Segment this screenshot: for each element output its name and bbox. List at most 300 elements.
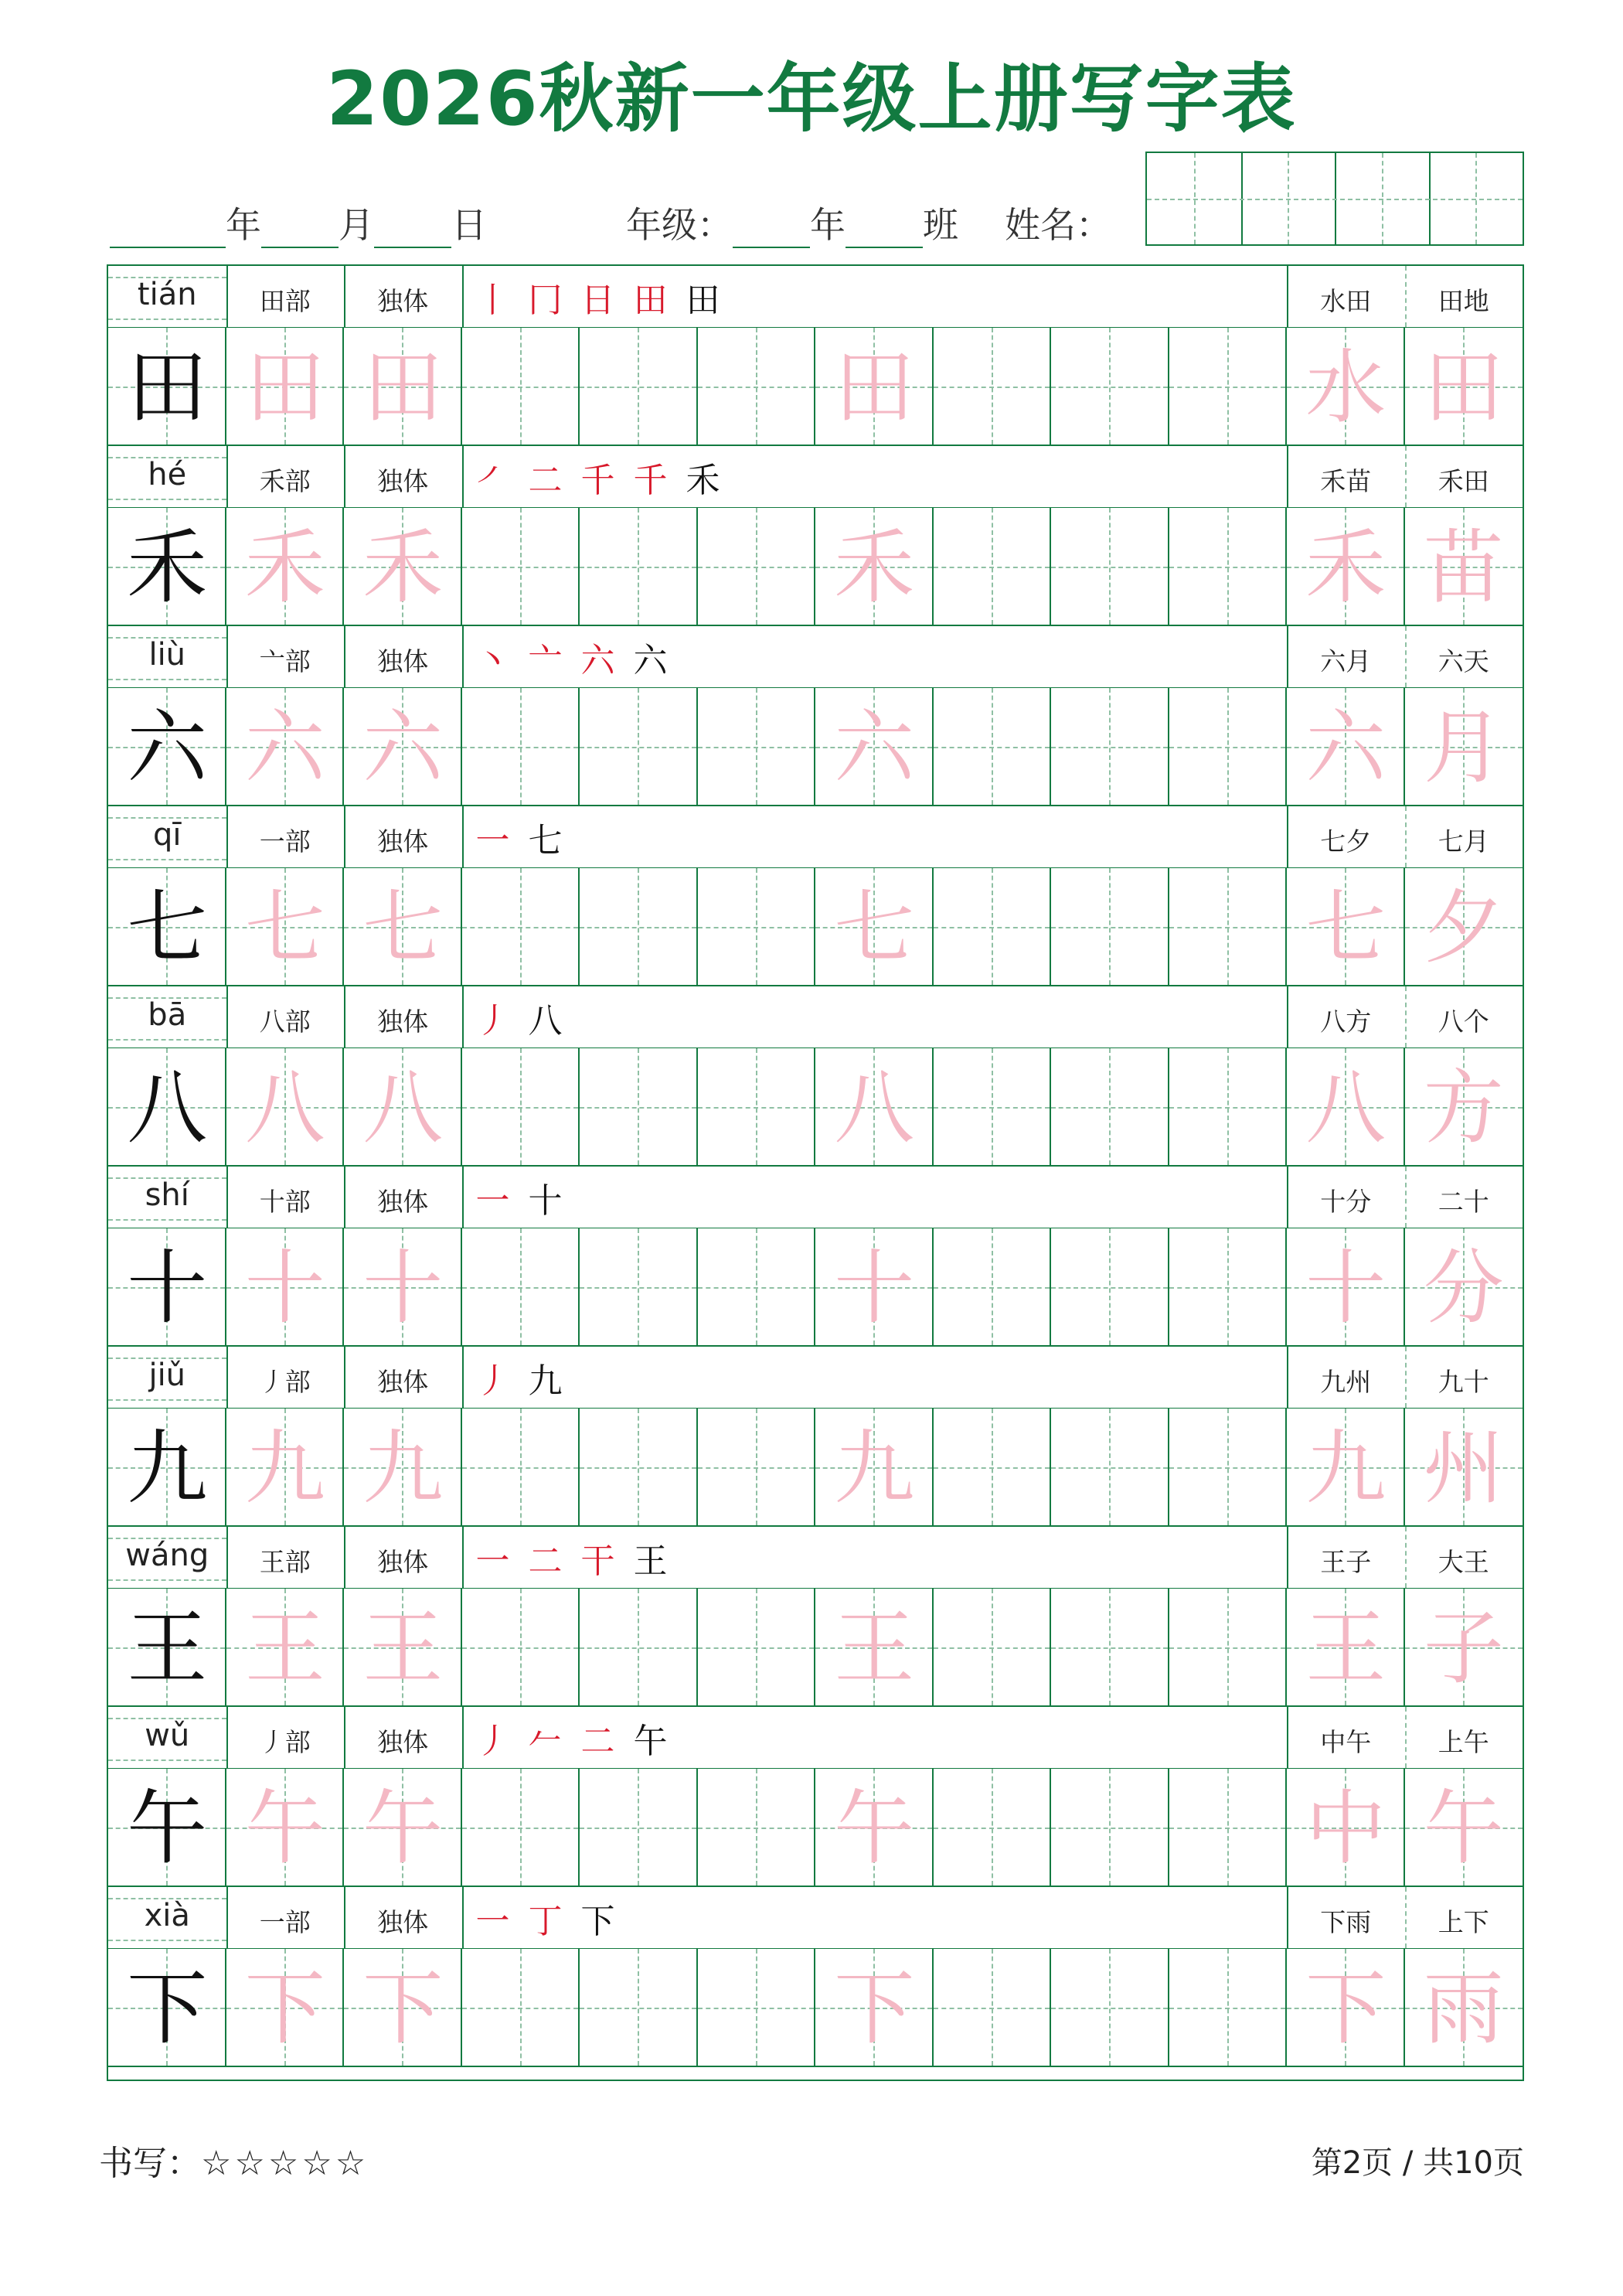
char-info-row <box>108 1887 1523 1949</box>
trace-char: 午 <box>834 1780 915 1875</box>
practice-cell[interactable] <box>462 1409 580 1525</box>
practice-cell[interactable] <box>815 1949 934 2066</box>
practice-cell[interactable] <box>815 1048 934 1165</box>
writing-label: 书写： <box>99 2144 201 2183</box>
grid-guide-v <box>1227 1769 1229 1886</box>
practice-cell[interactable] <box>1405 868 1523 985</box>
model-char-cell <box>108 1949 226 2066</box>
grid-guide-v <box>520 508 522 625</box>
grid-guide-v <box>638 1228 639 1345</box>
practice-cell[interactable] <box>698 1589 816 1705</box>
trace-char: 七 <box>244 880 325 975</box>
practice-cell[interactable] <box>934 328 1052 445</box>
grid-guide-v <box>1227 1949 1229 2066</box>
grade-blank[interactable] <box>733 206 810 248</box>
grid-guide-v <box>992 508 993 625</box>
info-divider <box>462 1167 464 1228</box>
structure-label: 独体 <box>377 826 429 857</box>
practice-cell[interactable] <box>1287 1228 1405 1345</box>
practice-cell[interactable] <box>1169 1228 1288 1345</box>
grid-guide-v <box>520 688 522 805</box>
word-example: 水田 <box>1320 286 1372 316</box>
practice-cell[interactable] <box>698 688 816 805</box>
practice-cell[interactable] <box>698 508 816 625</box>
name-writing-grid[interactable] <box>1145 152 1524 246</box>
day-label: 日 <box>451 204 487 246</box>
trace-char: 月 <box>1423 700 1504 795</box>
practice-cell[interactable] <box>344 688 462 805</box>
practice-cell[interactable] <box>1051 1048 1169 1165</box>
practice-row <box>108 688 1523 806</box>
practice-cell[interactable] <box>1169 1949 1288 2066</box>
practice-cell[interactable] <box>934 688 1052 805</box>
practice-cell[interactable] <box>462 868 580 985</box>
pinyin: shí <box>145 1177 189 1213</box>
trace-char: 午 <box>1423 1780 1504 1875</box>
radical-label: 亠部 <box>259 646 311 676</box>
practice-cell[interactable] <box>1405 688 1523 805</box>
word-example: 七夕 <box>1320 826 1372 857</box>
stroke-order-step: 日 <box>580 281 615 320</box>
char-info-row <box>108 986 1523 1048</box>
model-char-cell <box>108 868 226 985</box>
trace-char: 田 <box>834 339 915 434</box>
practice-cell[interactable] <box>226 1228 345 1345</box>
grid-guide-v <box>1227 868 1229 985</box>
radical-label: 八部 <box>259 1007 311 1037</box>
model-char-cell <box>108 1048 226 1165</box>
radical-label: 一部 <box>259 1907 311 1937</box>
pinyin: qī <box>152 817 182 853</box>
radical-label: 禾部 <box>259 466 311 496</box>
grid-guide-v <box>1109 328 1111 445</box>
trace-char: 十 <box>244 1240 325 1335</box>
practice-cell[interactable] <box>934 1949 1052 2066</box>
stroke-order-step: 丁 <box>528 1902 563 1941</box>
grid-guide-v <box>992 1949 993 2066</box>
practice-cell[interactable] <box>934 868 1052 985</box>
radical-label: 一部 <box>259 826 311 857</box>
word-example: 王子 <box>1320 1547 1372 1577</box>
grid-guide-v <box>520 1048 522 1165</box>
practice-cell[interactable] <box>580 328 698 445</box>
practice-cell[interactable] <box>1287 1949 1405 2066</box>
word-example: 大王 <box>1438 1547 1489 1577</box>
trace-char: 午 <box>362 1780 444 1875</box>
practice-cell[interactable] <box>1051 1949 1169 2066</box>
stroke-order-step: 丿 <box>475 1722 510 1761</box>
structure-label: 独体 <box>377 646 429 676</box>
year-blank[interactable] <box>110 206 226 248</box>
stroke-order-step: 干 <box>580 1541 615 1581</box>
star-rating[interactable]: ☆☆☆☆☆ <box>201 2144 369 2183</box>
practice-cell[interactable] <box>344 868 462 985</box>
trace-char: 八 <box>362 1060 444 1155</box>
stroke-order-step: 丿 <box>475 1001 510 1041</box>
practice-cell[interactable] <box>1051 868 1169 985</box>
grid-guide-v <box>756 508 757 625</box>
practice-row <box>108 1228 1523 1347</box>
grid-guide-v <box>1227 328 1229 445</box>
practice-cell[interactable] <box>226 1769 345 1886</box>
practice-cell[interactable] <box>934 1769 1052 1886</box>
grid-guide-v <box>1109 1048 1111 1165</box>
grid-guide-v <box>1109 508 1111 625</box>
trace-char: 九 <box>244 1420 325 1515</box>
stroke-order-step: 六 <box>580 641 615 680</box>
class-line <box>626 197 1111 244</box>
practice-cell[interactable] <box>344 508 462 625</box>
grid-guide-v <box>1227 1589 1229 1705</box>
word-example: 上下 <box>1438 1907 1489 1937</box>
practice-cell[interactable] <box>1405 328 1523 445</box>
grid-guide-v <box>638 328 639 445</box>
practice-cell[interactable] <box>1405 1048 1523 1165</box>
practice-cell[interactable] <box>698 868 816 985</box>
stroke-order-step: 八 <box>528 1001 563 1041</box>
trace-char: 午 <box>244 1780 325 1875</box>
word-example: 中午 <box>1320 1727 1372 1757</box>
radical-label: 田部 <box>259 286 311 316</box>
pinyin: tián <box>137 277 197 312</box>
grid-guide-v <box>756 1048 757 1165</box>
grid-guide-v <box>756 868 757 985</box>
grid-guide-v <box>1109 1589 1111 1705</box>
practice-cell[interactable] <box>815 1589 934 1705</box>
stroke-order-step: 田 <box>686 281 720 320</box>
trace-char: 方 <box>1423 1060 1504 1155</box>
word-example: 七月 <box>1438 826 1489 857</box>
trace-char: 苗 <box>1423 519 1504 615</box>
practice-row <box>108 1589 1523 1707</box>
practice-cell[interactable] <box>1169 688 1288 805</box>
practice-cell[interactable] <box>698 1409 816 1525</box>
practice-cell[interactable] <box>1287 1048 1405 1165</box>
trace-char: 子 <box>1423 1600 1504 1695</box>
practice-cell[interactable] <box>1169 508 1288 625</box>
practice-cell[interactable] <box>1287 1769 1405 1886</box>
model-char: 七 <box>127 880 208 975</box>
practice-row <box>108 1769 1523 1887</box>
stroke-order-step: 丿 <box>475 1361 510 1401</box>
practice-cell[interactable] <box>344 1589 462 1705</box>
model-char: 十 <box>127 1240 208 1335</box>
word-example: 八个 <box>1438 1007 1489 1037</box>
practice-cell[interactable] <box>344 1769 462 1886</box>
char-info-row <box>108 806 1523 868</box>
grid-guide-v <box>1227 1409 1229 1525</box>
practice-cell[interactable] <box>226 1949 345 2066</box>
stroke-order-step: 午 <box>633 1722 668 1761</box>
grid-guide-v <box>1227 508 1229 625</box>
practice-cell[interactable] <box>1169 1769 1288 1886</box>
trace-char: 下 <box>1305 1960 1387 2056</box>
stroke-order-step: 丨 <box>475 281 510 320</box>
practice-cell[interactable] <box>580 1589 698 1705</box>
practice-cell[interactable] <box>580 508 698 625</box>
practice-cell[interactable] <box>698 1228 816 1345</box>
pinyin: jiǔ <box>148 1358 186 1393</box>
structure-label: 独体 <box>377 466 429 496</box>
grid-guide-v <box>638 1589 639 1705</box>
practice-cell[interactable] <box>934 1048 1052 1165</box>
practice-cell[interactable] <box>462 1949 580 2066</box>
radical-label: 丿部 <box>259 1367 311 1397</box>
practice-cell[interactable] <box>698 1949 816 2066</box>
info-divider <box>462 1347 464 1408</box>
practice-cell[interactable] <box>1169 868 1288 985</box>
grid-guide-v <box>992 1048 993 1165</box>
info-divider <box>462 446 464 507</box>
stroke-order-step: 王 <box>633 1541 668 1581</box>
page-title: 2026秋新一年级上册写字表 <box>326 56 1297 142</box>
stroke-order-step: 下 <box>580 1902 615 1941</box>
trace-char: 六 <box>362 700 444 795</box>
practice-cell[interactable] <box>462 1769 580 1886</box>
practice-cell[interactable] <box>1169 328 1288 445</box>
practice-cell[interactable] <box>580 868 698 985</box>
practice-row <box>108 1409 1523 1527</box>
trace-char: 王 <box>362 1600 444 1695</box>
info-divider <box>462 806 464 867</box>
word-example: 六天 <box>1438 646 1489 676</box>
grid-guide-v <box>638 1048 639 1165</box>
grid-guide-v <box>992 1228 993 1345</box>
class-label: 班 <box>923 204 958 246</box>
trace-char: 水 <box>1305 339 1387 434</box>
grid-guide-v <box>756 1769 757 1886</box>
trace-char: 七 <box>1305 880 1387 975</box>
grid-guide-v <box>638 1949 639 2066</box>
trace-char: 州 <box>1423 1420 1504 1515</box>
practice-cell[interactable] <box>580 688 698 805</box>
pinyin: xià <box>144 1898 190 1933</box>
practice-cell[interactable] <box>815 688 934 805</box>
practice-cell[interactable] <box>1169 1589 1288 1705</box>
stroke-order-step: 二 <box>580 1722 615 1761</box>
trace-char: 八 <box>834 1060 915 1155</box>
day-blank[interactable] <box>374 206 451 248</box>
practice-cell[interactable] <box>815 1228 934 1345</box>
grid-guide-v <box>992 1409 993 1525</box>
radical-label: 丿部 <box>259 1727 311 1757</box>
grid-guide-v <box>1109 868 1111 985</box>
practice-cell[interactable] <box>815 1769 934 1886</box>
practice-cell[interactable] <box>1287 328 1405 445</box>
grid-guide-v <box>520 1409 522 1525</box>
structure-label: 独体 <box>377 1007 429 1037</box>
practice-cell[interactable] <box>462 688 580 805</box>
practice-cell[interactable] <box>1405 1949 1523 2066</box>
practice-cell[interactable] <box>1287 1409 1405 1525</box>
practice-cell[interactable] <box>226 1589 345 1705</box>
practice-cell[interactable] <box>815 328 934 445</box>
trace-char: 中 <box>1305 1780 1387 1875</box>
practice-cell[interactable] <box>1405 1228 1523 1345</box>
practice-cell[interactable] <box>580 1228 698 1345</box>
trace-char: 九 <box>1305 1420 1387 1515</box>
practice-cell[interactable] <box>462 508 580 625</box>
practice-cell[interactable] <box>934 1589 1052 1705</box>
structure-label: 独体 <box>377 1187 429 1217</box>
trace-char: 六 <box>834 700 915 795</box>
char-info-row <box>108 1707 1523 1769</box>
practice-cell[interactable] <box>462 1048 580 1165</box>
practice-cell[interactable] <box>1051 1409 1169 1525</box>
practice-cell[interactable] <box>1051 1228 1169 1345</box>
practice-cell[interactable] <box>698 328 816 445</box>
model-char: 九 <box>127 1420 208 1515</box>
practice-cell[interactable] <box>1169 1409 1288 1525</box>
trace-char: 夕 <box>1423 880 1504 975</box>
grid-guide-v <box>1109 1949 1111 2066</box>
pinyin: liù <box>148 637 186 673</box>
stroke-order-step: ㇒ <box>475 461 510 500</box>
word-example: 禾田 <box>1438 466 1489 496</box>
trace-char: 田 <box>244 339 325 434</box>
practice-row <box>108 1048 1523 1167</box>
stroke-order-step: 一 <box>475 1541 510 1581</box>
stroke-order-step: 禾 <box>686 461 720 500</box>
grid-guide-v <box>992 1769 993 1886</box>
practice-cell[interactable] <box>344 1048 462 1165</box>
practice-cell[interactable] <box>344 1409 462 1525</box>
grid-guide-v <box>1109 1769 1111 1886</box>
practice-cell[interactable] <box>580 1769 698 1886</box>
trace-char: 分 <box>1423 1240 1504 1335</box>
structure-label: 独体 <box>377 1367 429 1397</box>
stroke-order-step: 一 <box>475 1902 510 1941</box>
grid-guide-v <box>992 688 993 805</box>
writing-rating <box>99 2135 369 2185</box>
stroke-order-step: 六 <box>633 641 668 680</box>
practice-cell[interactable] <box>934 1228 1052 1345</box>
word-example: 十分 <box>1320 1187 1372 1217</box>
grid-guide-v <box>756 328 757 445</box>
grid-guide-v <box>638 1769 639 1886</box>
practice-cell[interactable] <box>698 1048 816 1165</box>
stroke-order-step: 千 <box>633 461 668 500</box>
practice-cell[interactable] <box>934 1409 1052 1525</box>
class-blank[interactable] <box>846 206 923 248</box>
char-info-row <box>108 626 1523 688</box>
practice-cell[interactable] <box>815 508 934 625</box>
grid-guide-v <box>756 688 757 805</box>
practice-cell[interactable] <box>1405 508 1523 625</box>
practice-cell[interactable] <box>934 508 1052 625</box>
practice-cell[interactable] <box>462 328 580 445</box>
practice-cell[interactable] <box>226 508 345 625</box>
practice-cell[interactable] <box>1287 1589 1405 1705</box>
pinyin: hé <box>148 457 187 492</box>
practice-cell[interactable] <box>226 688 345 805</box>
practice-cell[interactable] <box>1051 508 1169 625</box>
practice-cell[interactable] <box>344 1228 462 1345</box>
practice-cell[interactable] <box>580 1409 698 1525</box>
grid-guide-v <box>1109 1409 1111 1525</box>
word-example: 田地 <box>1438 286 1489 316</box>
practice-cell[interactable] <box>1405 1589 1523 1705</box>
info-divider <box>462 986 464 1048</box>
trace-char: 王 <box>834 1600 915 1695</box>
grade-year-label: 年 <box>810 204 846 246</box>
practice-sheet <box>107 264 1524 2081</box>
page-info: 第2页 / 共10页 <box>1311 2145 1524 2181</box>
trace-char: 下 <box>834 1960 915 2056</box>
practice-cell[interactable] <box>698 1769 816 1886</box>
practice-cell[interactable] <box>226 868 345 985</box>
practice-cell[interactable] <box>580 1949 698 2066</box>
practice-cell[interactable] <box>815 1409 934 1525</box>
practice-cell[interactable] <box>1051 1769 1169 1886</box>
trace-char: 六 <box>244 700 325 795</box>
pinyin: bā <box>148 997 187 1033</box>
grid-guide-v <box>638 868 639 985</box>
practice-cell[interactable] <box>1169 1048 1288 1165</box>
grid-guide-v <box>520 868 522 985</box>
practice-cell[interactable] <box>1051 328 1169 445</box>
practice-cell[interactable] <box>815 868 934 985</box>
model-char: 下 <box>127 1960 208 2056</box>
practice-cell[interactable] <box>580 1048 698 1165</box>
trace-char: 王 <box>244 1600 325 1695</box>
trace-char: 下 <box>244 1960 325 2056</box>
trace-char: 田 <box>1423 339 1504 434</box>
trace-char: 禾 <box>244 519 325 615</box>
grid-guide-v <box>992 328 993 445</box>
grid-guide-v <box>1109 688 1111 805</box>
practice-cell[interactable] <box>462 1228 580 1345</box>
practice-cell[interactable] <box>226 1048 345 1165</box>
trace-char: 禾 <box>362 519 444 615</box>
info-divider <box>462 266 464 327</box>
grid-guide-v <box>1227 1048 1229 1165</box>
pinyin: wǔ <box>145 1718 190 1753</box>
model-char: 六 <box>127 700 208 795</box>
word-example: 九州 <box>1320 1367 1372 1397</box>
info-divider <box>462 1527 464 1588</box>
practice-cell[interactable] <box>344 328 462 445</box>
grid-guide-v <box>638 688 639 805</box>
char-info-row <box>108 1347 1523 1409</box>
practice-cell[interactable] <box>226 1409 345 1525</box>
practice-cell[interactable] <box>1051 1589 1169 1705</box>
char-info-row <box>108 266 1523 328</box>
practice-cell[interactable] <box>1405 1769 1523 1886</box>
practice-cell[interactable] <box>226 328 345 445</box>
practice-cell[interactable] <box>1051 688 1169 805</box>
trace-char: 下 <box>362 1960 444 2056</box>
practice-cell[interactable] <box>344 1949 462 2066</box>
practice-cell[interactable] <box>1287 508 1405 625</box>
grid-guide-v <box>520 1589 522 1705</box>
stroke-order-step: 九 <box>528 1361 563 1401</box>
trace-char: 八 <box>244 1060 325 1155</box>
word-example: 禾苗 <box>1320 466 1372 496</box>
model-char: 八 <box>127 1060 208 1155</box>
stroke-order-step: 十 <box>528 1181 563 1221</box>
practice-cell[interactable] <box>1287 688 1405 805</box>
month-blank[interactable] <box>261 206 339 248</box>
grade-label: 年级： <box>626 204 733 246</box>
practice-cell[interactable] <box>462 1589 580 1705</box>
practice-cell[interactable] <box>1287 868 1405 985</box>
trace-char: 田 <box>362 339 444 434</box>
stroke-order-step: 冂 <box>528 281 563 320</box>
practice-cell[interactable] <box>1405 1409 1523 1525</box>
char-info-row <box>108 446 1523 508</box>
char-info-row <box>108 1527 1523 1589</box>
